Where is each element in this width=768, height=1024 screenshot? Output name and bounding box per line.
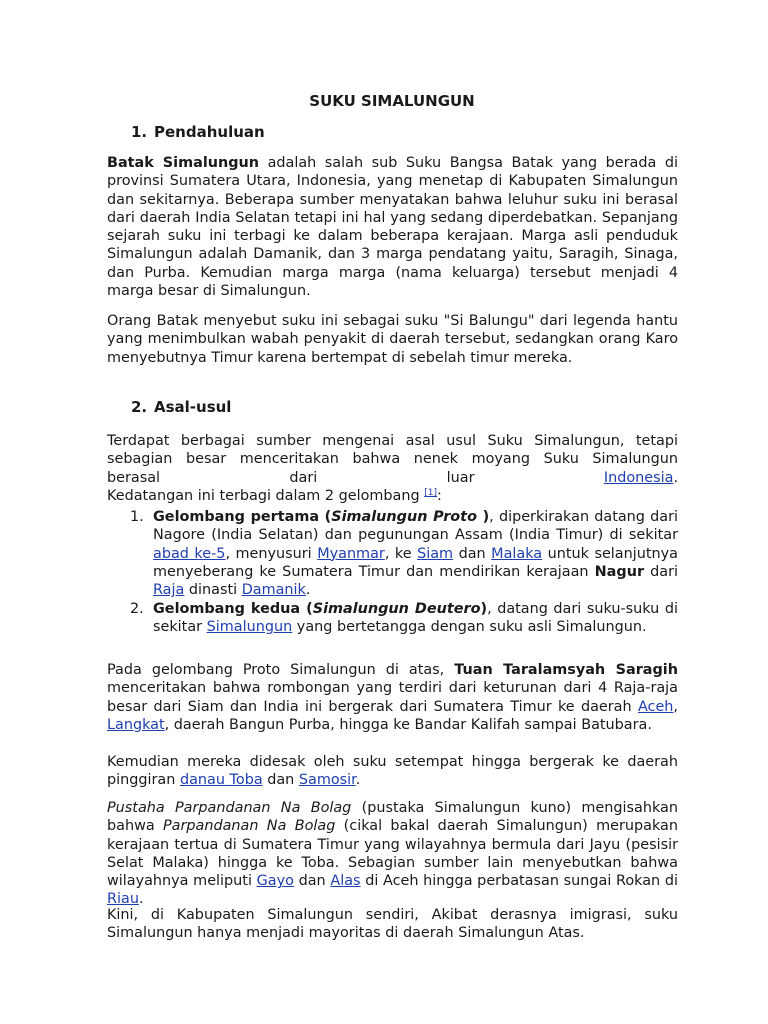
text: di Aceh hingga perbatasan sungai Rokan di: [360, 873, 678, 890]
section-title: Asal-usul: [154, 398, 232, 416]
section-number: 2.: [131, 398, 148, 416]
link-malaka[interactable]: Malaka: [491, 545, 543, 562]
paragraph-si-balungu: Orang Batak menyebut suku ini sebagai suku "Si Balungu" dari legenda hantu yang menimbulkan wabah penyakit di daerah tersebut, sedangkan orang Karo menyebutnya Timur karena bertempat di sebelah timur mereka.: [107, 313, 678, 366]
bold-text: Gelombang pertama (: [153, 509, 332, 525]
word: berasal: [107, 469, 161, 486]
text: , menyusuri: [225, 545, 318, 562]
paragraph-intro: [107, 154, 678, 300]
text: Kedatangan ini terbagi dalam 2 gelombang: [107, 487, 425, 504]
list-item: [130, 508, 678, 599]
link-gayo[interactable]: Gayo: [256, 873, 294, 890]
text: , diperkirakan datang dari Nagore (India Selatan) dan pegunungan Assam (India Timur) di sekitar: [153, 509, 678, 544]
text: .: [305, 582, 311, 599]
text: dan: [262, 772, 299, 789]
text-line: Terdapat berbagai sumber mengenai asal usul Suku Simalungun, tetapi: [107, 433, 678, 449]
link-alas[interactable]: Alas: [330, 873, 361, 890]
link-siam[interactable]: Siam: [417, 545, 454, 562]
paragraph-sources: [107, 432, 678, 505]
bold-text: ): [480, 601, 488, 617]
section-title: Pendahuluan: [154, 123, 265, 141]
text-line: sebagian besar menceritakan bahwa nenek moyang Suku Simalungun: [107, 451, 678, 468]
list-marker: 2.: [130, 601, 144, 617]
text: (pustaka Simalungun kuno) mengisahkan bahwa: [107, 800, 678, 835]
text: menceritakan bahwa rombongan yang terdiri dari keturunan dari 4 Raja-raja besar dari Siam dan India ini bergerak dari Sumatera Timur ke daerah: [107, 680, 678, 715]
paragraph-text: adalah salah sub Suku Bangsa Batak yang berada di provinsi Sumatera Utara, Indonesia, yang menetap di Kabupaten Simalungun dan sekitarnya. Beberapa sumber menyatakan bahwa leluhur suku ini berasal dari daerah India Selatan tetapi ini hal yang sedang diperdebatkan. Sepanjang sejarah suku ini terbagi ke dalam beberapa kerajaan. Marga asli penduduk Simalungun adalah Damanik, dan 3 marga pendatang yaitu, Saragih, Sinaga, dan Purba. Kemudian marga marga (nama keluarga) tersebut menjadi 4 marga besar di Simalungun.: [107, 155, 678, 300]
text: , daerah Bangun Purba, hingga ke Bandar Kalifah sampai Batubara.: [164, 716, 652, 733]
text: yang bertetangga dengan suku asli Simalungun.: [292, 619, 647, 636]
text: , datang dari suku-suku di sekitar: [153, 601, 678, 636]
text: dan: [453, 545, 492, 562]
text-line: [107, 469, 678, 487]
bold-text: Gelombang kedua (: [153, 601, 313, 617]
word: luar: [446, 469, 475, 486]
text: , ke: [384, 545, 418, 562]
paragraph-kini: Kini, di Kabupaten Simalungun sendiri, Akibat derasnya imigrasi, suku Simalungun hanya menjadi mayoritas di daerah Simalungun Atas.: [107, 907, 678, 942]
text: dinasti: [184, 582, 242, 599]
bold-nagur: Nagur: [594, 563, 645, 580]
list-item: [130, 600, 678, 637]
text: dari: [644, 563, 678, 580]
document-title: SUKU SIMALUNGUN: [309, 92, 475, 110]
text: ,: [673, 698, 678, 715]
link-simalungun[interactable]: Simalungun: [206, 619, 293, 636]
bold-italic-text: Simalungun Deutero: [312, 601, 481, 617]
bold-term: Batak Simalungun: [107, 155, 260, 171]
list-marker: 1.: [130, 509, 144, 525]
text: untuk selanjutnya menyeberang ke Sumatera Timur dan mendirikan kerajaan: [153, 545, 678, 580]
paragraph-pustaha: [107, 799, 678, 909]
period: .: [673, 469, 679, 486]
link-danau-toba[interactable]: danau Toba: [179, 772, 263, 789]
word: dari: [289, 469, 318, 486]
link-myanmar[interactable]: Myanmar: [317, 545, 385, 562]
text: dan: [293, 873, 331, 890]
link-damanik[interactable]: Damanik: [241, 582, 306, 599]
section-heading-asal-usul: [131, 398, 231, 416]
text: Pada gelombang Proto Simalungun di atas,: [107, 662, 455, 678]
text: .: [355, 772, 361, 789]
bold-text: ): [476, 509, 490, 525]
paragraph-proto: [107, 661, 678, 734]
link-aceh[interactable]: Aceh: [637, 698, 674, 715]
paragraph-toba: [107, 753, 678, 790]
italic-title: Pustaha Parpandanan Na Bolag: [107, 800, 352, 816]
text: .: [138, 891, 144, 908]
indonesia-link-wrap: [604, 470, 678, 486]
link-samosir[interactable]: Samosir: [298, 772, 356, 789]
section-number: 1.: [131, 123, 148, 141]
colon: :: [436, 487, 442, 504]
link-riau[interactable]: Riau: [107, 891, 139, 908]
link-indonesia[interactable]: Indonesia: [603, 469, 674, 486]
link-langkat[interactable]: Langkat: [107, 716, 165, 733]
bold-name: Tuan Taralamsyah Saragih: [454, 662, 678, 678]
text: (cikal bakal daerah Simalungun) merupakan kerajaan tertua di Sumatera Timur yang wilayahnya bermula dari Jayu (pesisir Selat Malaka) hingga ke Toba. Sebagian sumber lain menyebutkan bahwa wilayahnya meliputi: [107, 818, 678, 890]
reference-link[interactable]: [1]: [424, 487, 437, 498]
italic-title: Parpandanan Na Bolag: [162, 818, 336, 835]
text-line: [107, 487, 678, 505]
link-abad-ke-5[interactable]: abad ke-5: [153, 545, 226, 562]
text: Kemudian mereka didesak oleh suku setempat hingga bergerak ke daerah pinggiran: [107, 754, 678, 789]
link-raja[interactable]: Raja: [153, 582, 185, 599]
bold-italic-text: Simalungun Proto: [331, 509, 477, 525]
section-heading-pendahuluan: [131, 123, 265, 141]
